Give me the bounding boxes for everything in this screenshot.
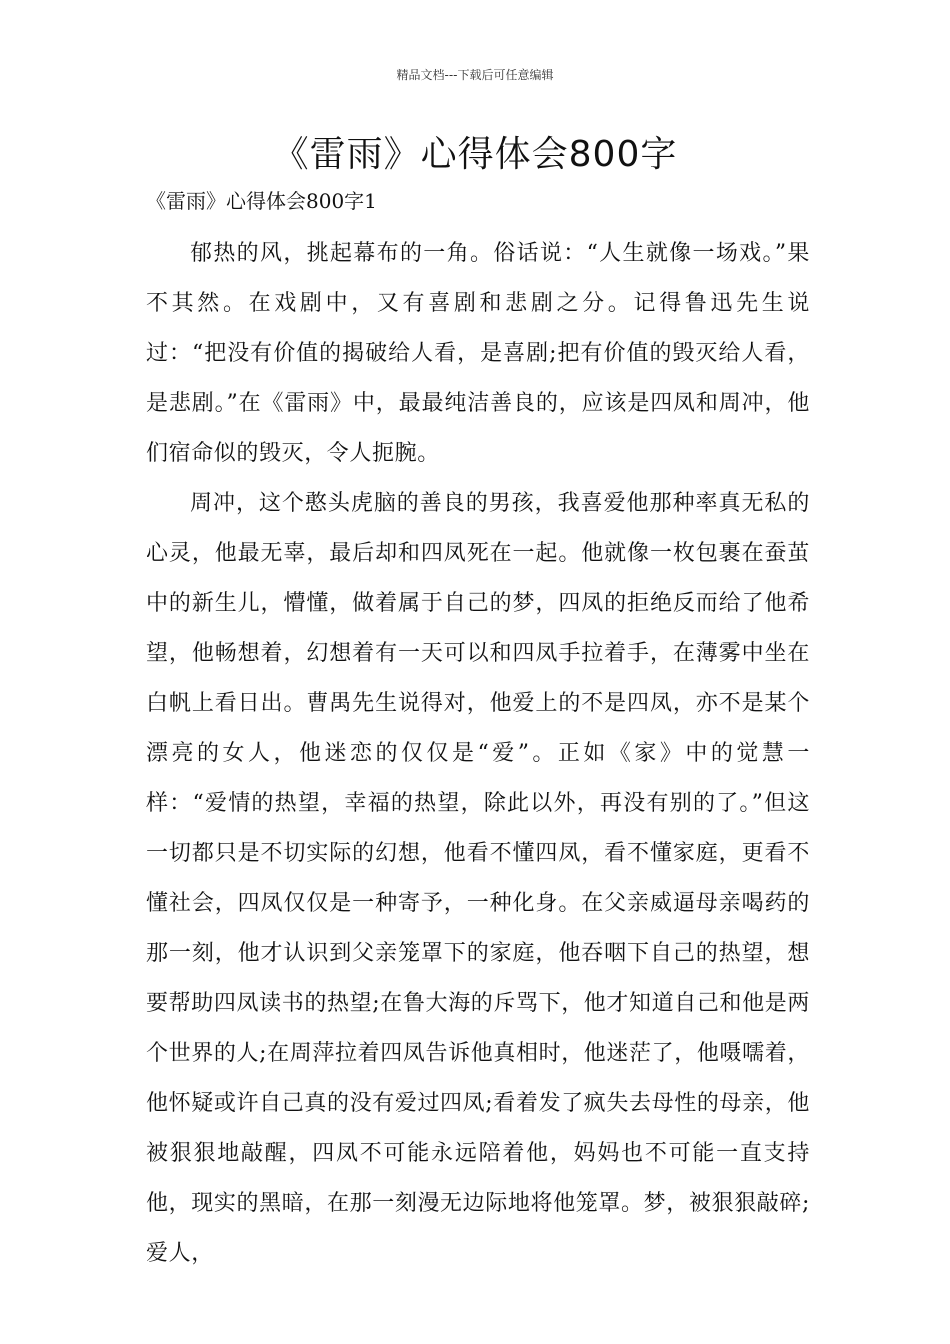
article-body — [146, 229, 810, 1279]
header-note: 精品文档---下载后可任意编辑 — [396, 68, 554, 82]
paragraph-1: 郁热的风，挑起幕布的一角。俗话说：“人生就像一场戏。”果不其然。在戏剧中，又有喜剧和悲剧之分。记得鲁迅先生说过：“把没有价值的揭破给人看，是喜剧;把有价值的毁灭给人看，是悲剧。”在《雷雨》中，最最纯洁善良的，应该是四凤和周冲，他们宿命似的毁灭，令人扼腕。 — [146, 241, 810, 466]
paragraph-2: 周冲，这个憨头虎脑的善良的男孩，我喜爱他那种率真无私的心灵，他最无辜，最后却和四凤死在一起。他就像一枚包裹在蚕茧中的新生儿，懵懂，做着属于自己的梦，四凤的拒绝反而给了他希望，他畅想着，幻想着有一天可以和四凤手拉着手，在薄雾中坐在白帆上看日出。曹禺先生说得对，他爱上的不是四凤，亦不是某个漂亮的女人，他迷恋的仅仅是“爱”。正如《家》中的觉慧一样：“爱情的热望，幸福的热望，除此以外，再没有别的了。”但这一切都只是不切实际的幻想，他看不懂四凤，看不懂家庭，更看不懂社会，四凤仅仅是一种寄予，一种化身。在父亲威逼母亲喝药的那一刻，他才认识到父亲笼罩下的家庭，他吞咽下自己的热望，想要帮助四凤读书的热望;在鲁大海的斥骂下，他才知道自己和他是两个世界的人;在周萍拉着四凤告诉他真相时，他迷茫了，他嗫嚅着，他怀疑或许自己真的没有爱过四凤;看着发了疯失去母性的母亲，他被狠狠地敲醒，四凤不可能永远陪着他，妈妈也不可能一直支持他，现实的黑暗，在那一刻漫无边际地将他笼罩。梦，被狠狠敲碎;爱人， — [146, 491, 810, 1266]
page-title: 《雷雨》心得体会800字 — [272, 134, 678, 175]
section-subtitle: 《雷雨》心得体会800字1 — [146, 189, 377, 213]
